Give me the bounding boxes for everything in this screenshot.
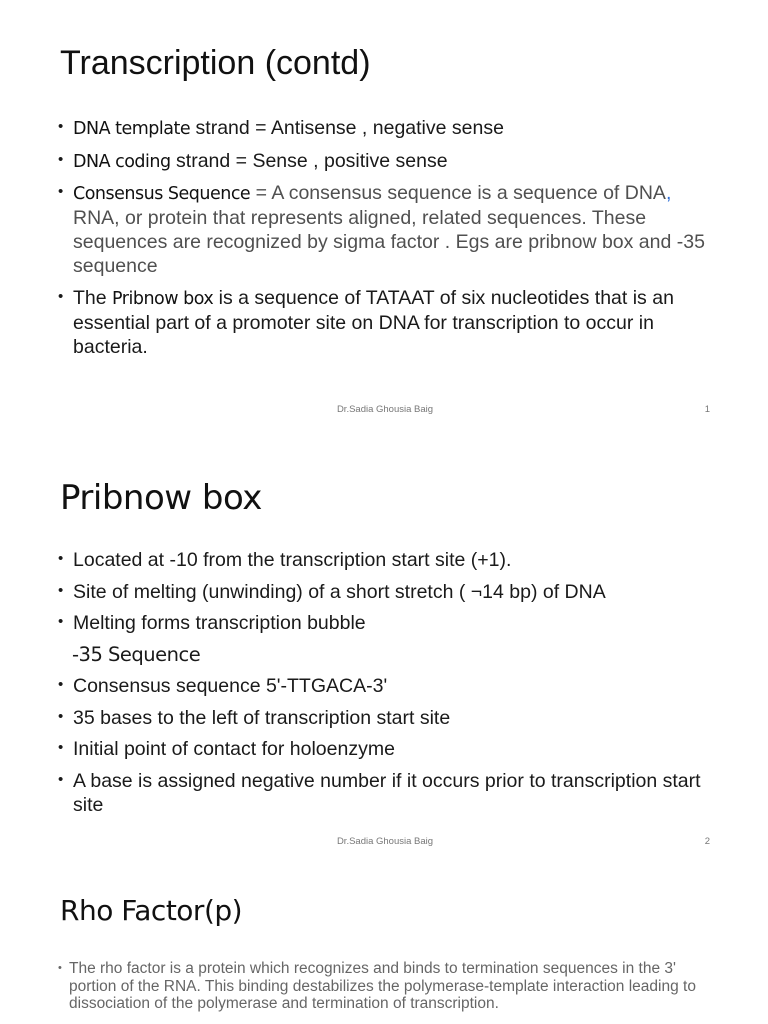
bullet-icon: • <box>58 150 64 168</box>
slide-title: Transcription (contd) <box>60 44 371 82</box>
bullet-text: RNA, or protein that represents aligned, related sequences. These sequences are recognized by sigma factor . Egs are pribnow box and -35 sequence <box>73 207 705 277</box>
bullet-icon: • <box>58 550 64 567</box>
page-number: 2 <box>704 836 710 847</box>
bullet-text: Site of melting (unwinding) of a short stretch ( ¬14 bp) of DNA <box>73 580 606 603</box>
footer-author: Dr.Sadia Ghousia Baig <box>336 836 434 847</box>
bullet-item <box>58 149 718 174</box>
bullet-text: strand = Sense , positive sense <box>170 149 448 172</box>
bullet-item <box>58 769 718 817</box>
bullet-list <box>58 960 708 1020</box>
bullet-text: = A consensus sequence is a sequence of DNA <box>250 182 666 204</box>
bullet-item <box>58 674 718 698</box>
bullet-item <box>58 580 718 604</box>
bullet-icon: • <box>58 739 64 756</box>
bullet-item <box>58 737 718 761</box>
keyword: DNA template <box>73 119 191 139</box>
bullet-item <box>58 181 718 278</box>
footer-author: Dr.Sadia Ghousia Baig <box>336 404 434 415</box>
bullet-icon: • <box>58 707 64 725</box>
bullet-item <box>58 116 718 141</box>
bullet-icon: • <box>58 118 64 135</box>
bullet-list <box>58 116 718 366</box>
bullet-icon: • <box>58 287 64 305</box>
bullet-item <box>58 548 718 572</box>
bullet-text: The <box>73 286 113 309</box>
bullet-text: is a sequence of TATAAT of six nucleotides that is an essential part of a promoter site on DNA for transcription to occur in bacteria. <box>73 286 674 358</box>
bullet-text: Consensus sequence 5'-TTGACA-3' <box>73 675 388 697</box>
keyword: Pribnow box <box>112 288 214 309</box>
bullet-text: The rho factor is a protein which recognizes and binds to termination sequences in the 3' portion of the RNA. This binding destabilizes the polymerase-template interaction leading to dissociation of the polymerase and termination of transcription. <box>69 960 696 1012</box>
keyword: Consensus Sequence <box>73 184 251 204</box>
subheading: -35 Sequence <box>72 642 201 666</box>
bullet-text: Melting forms transcription bubble <box>73 612 366 634</box>
slide-title: Rho Factor(p) <box>60 894 243 927</box>
bullet-icon: • <box>58 962 62 974</box>
bullet-icon: • <box>58 770 64 788</box>
bullet-icon: • <box>58 581 64 599</box>
slide-2 <box>0 432 768 864</box>
bullet-text: 35 bases to the left of transcription start site <box>73 706 451 729</box>
bullet-icon: • <box>58 613 64 630</box>
bullet-icon: • <box>58 183 64 200</box>
bullet-list <box>58 548 718 824</box>
slide-1 <box>0 0 768 432</box>
bullet-text: Located at -10 from the transcription start site (+1). <box>73 549 512 571</box>
bullet-item <box>58 611 718 635</box>
keyword: DNA coding <box>73 151 171 172</box>
bullet-text: , <box>665 182 672 204</box>
page-number: 1 <box>704 404 710 415</box>
bullet-text: Initial point of contact for holoenzyme <box>73 738 395 760</box>
bullet-item <box>58 706 718 730</box>
bullet-text: strand = Antisense , negative sense <box>190 117 504 139</box>
bullet-text: A base is assigned negative number if it occurs prior to transcription start site <box>73 769 701 816</box>
bullet-icon: • <box>58 676 64 693</box>
bullet-item <box>58 286 718 359</box>
bullet-item <box>58 960 708 1013</box>
slide-title: Pribnow box <box>60 478 262 518</box>
slide-3 <box>0 864 768 1024</box>
